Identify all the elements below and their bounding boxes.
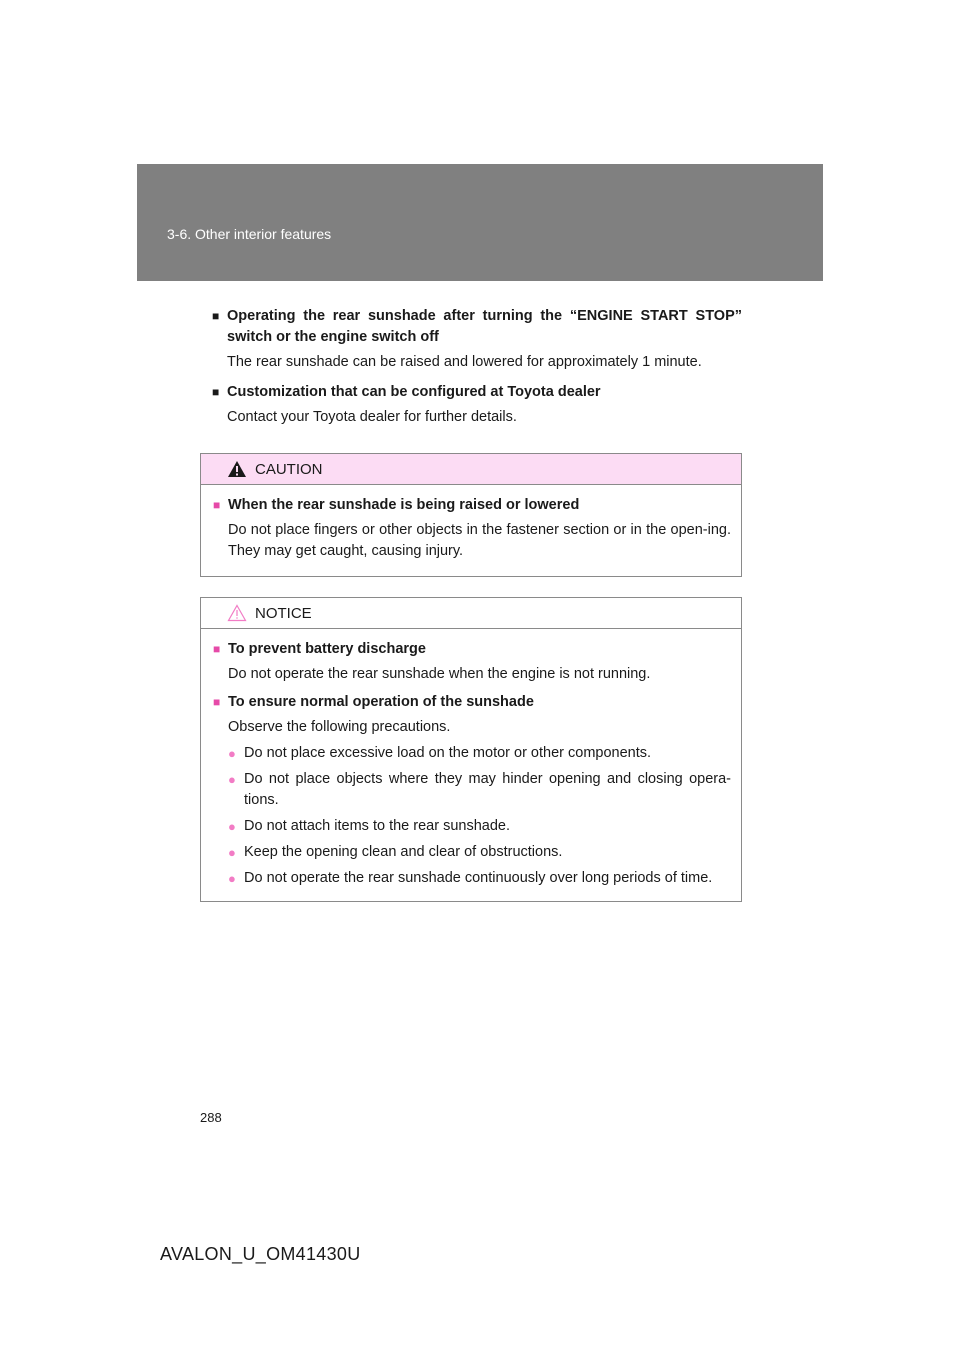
- notice-header: [201, 598, 741, 629]
- warning-triangle-filled-icon: [227, 460, 247, 478]
- circle-bullet-icon: ●: [228, 819, 236, 834]
- document-code: AVALON_U_OM41430U: [160, 1244, 361, 1264]
- notice-text: Do not operate the rear sunshade when the engine is not running.: [228, 666, 651, 682]
- caution-text: Do not place fingers or other objects in the fastener section or in the open-ing. They may get caught, causing injury.: [228, 522, 731, 559]
- intro-heading: ■ Operating the rear sunshade after turning the “ENGINE START STOP” switch or the engine switch off: [212, 306, 742, 348]
- intro-heading: ■ Customization that can be configured at Toyota dealer: [212, 382, 742, 403]
- section-title: 3-6. Other interior features: [167, 226, 332, 242]
- list-item: ● Do not place objects where they may hinder opening and closing opera-tions.: [228, 769, 731, 811]
- header-band: [137, 164, 823, 281]
- square-bullet-icon: ■: [212, 309, 220, 323]
- intro-section: [212, 306, 742, 428]
- circle-bullet-icon: ●: [228, 746, 236, 761]
- notice-heading: ■ To ensure normal operation of the sunshade: [213, 692, 731, 713]
- caution-body: [201, 485, 741, 562]
- square-bullet-icon: ■: [213, 642, 221, 656]
- caution-heading: ■ When the rear sunshade is being raised or lowered: [213, 495, 731, 516]
- list-item: ● Do not attach items to the rear sunshade.: [228, 816, 731, 837]
- square-bullet-icon: ■: [213, 695, 221, 709]
- intro-text: Contact your Toyota dealer for further details.: [227, 409, 517, 425]
- list-item: ● Do not place excessive load on the motor or other components.: [228, 743, 731, 764]
- warning-triangle-outline-icon: [227, 604, 247, 622]
- circle-bullet-icon: ●: [228, 871, 236, 886]
- notice-title: NOTICE: [255, 604, 312, 622]
- notice-box: [200, 597, 742, 902]
- caution-title: CAUTION: [255, 460, 323, 478]
- caution-header: [201, 454, 741, 485]
- notice-heading: ■ To prevent battery discharge: [213, 639, 731, 660]
- circle-bullet-icon: ●: [228, 772, 236, 787]
- notice-body: [201, 629, 741, 889]
- list-item: ● Do not operate the rear sunshade continuously over long periods of time.: [228, 868, 731, 889]
- square-bullet-icon: ■: [212, 385, 220, 399]
- circle-bullet-icon: ●: [228, 845, 236, 860]
- caution-box: [200, 453, 742, 577]
- intro-text: The rear sunshade can be raised and lowered for approximately 1 minute.: [227, 354, 702, 370]
- list-item: ● Keep the opening clean and clear of obstructions.: [228, 842, 731, 863]
- page-number: 288: [200, 1110, 222, 1125]
- notice-text: Observe the following precautions.: [228, 719, 451, 735]
- square-bullet-icon: ■: [213, 498, 221, 512]
